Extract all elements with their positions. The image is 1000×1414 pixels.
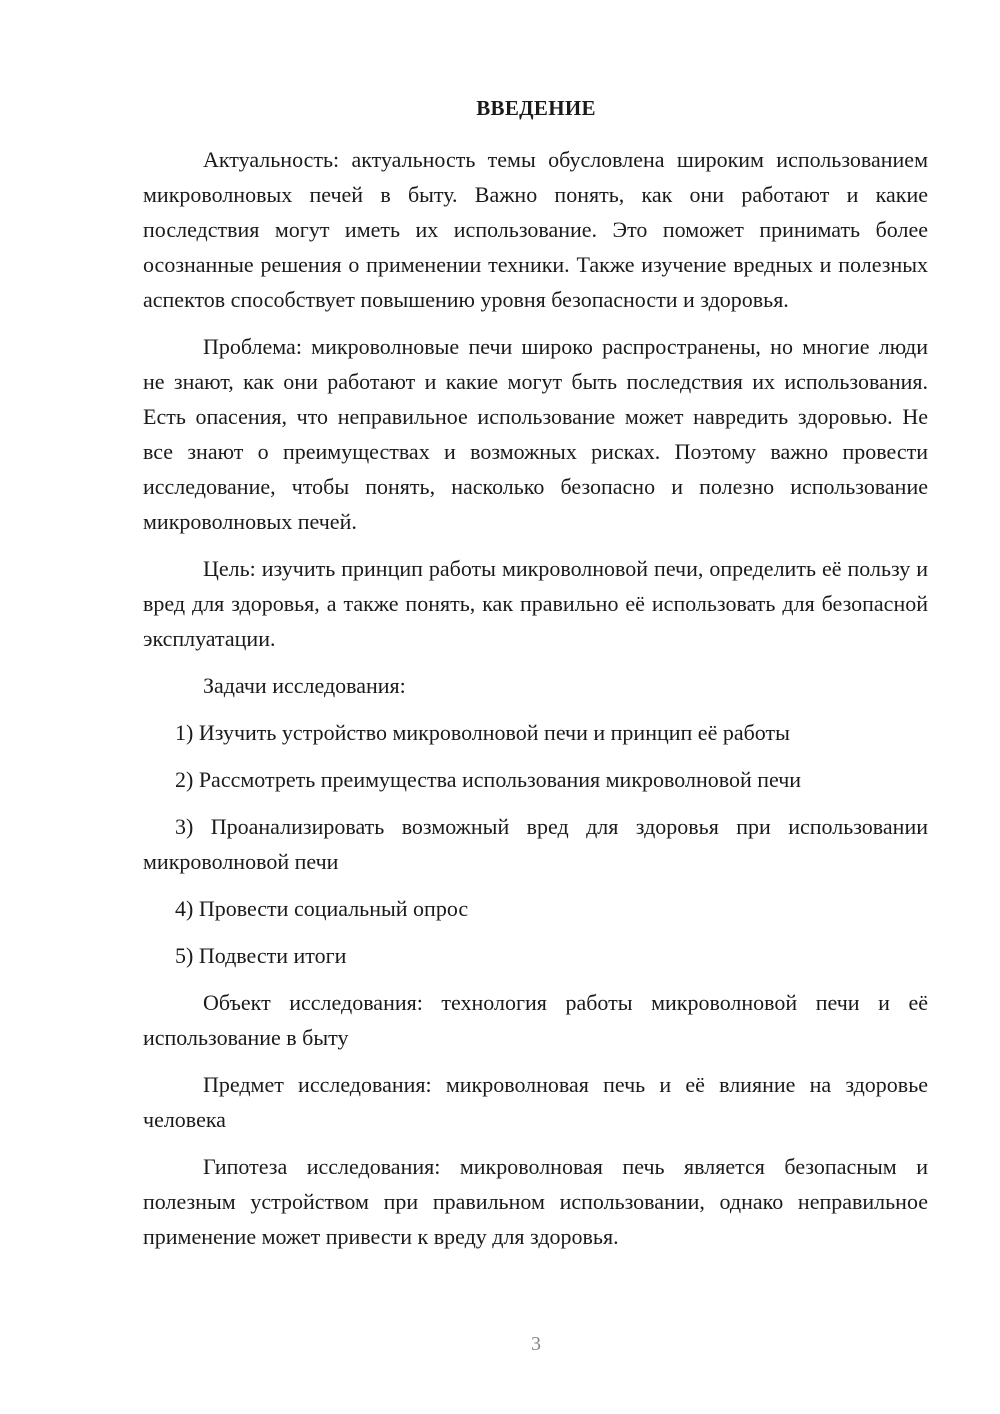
task-item: 5) Подвести итоги [175, 943, 347, 968]
document-body [143, 142, 928, 1266]
goal-paragraph: Цель: изучить принцип работы микроволновой печи, определить её пользу и вред для здоровья, а также понять, как правильно её использовать для безопасной эксплуатации. [143, 556, 928, 651]
problem-paragraph: Проблема: микроволновые печи широко распространены, но многие люди не знают, как они работают и какие могут быть последствия их использования. Есть опасения, что неправильное использование может навредить здоровью. Не все знают о преимуществах и возможных рисках. Поэтому важно провести исследование, чтобы понять, насколько безопасно и полезно использование микроволновых печей. [143, 334, 928, 534]
hypothesis-paragraph: Гипотеза исследования: микроволновая печь является безопасным и полезным устройством при правильном использовании, однако неправильное применение может привести к вреду для здоровья. [143, 1154, 928, 1249]
tasks-heading: Задачи исследования: [203, 673, 406, 698]
page-number: 3 [531, 1333, 541, 1355]
object-paragraph: Объект исследования: технология работы микроволновой печи и её использование в быту [143, 990, 928, 1050]
task-item: 3) Проанализировать возможный вред для здоровья при использовании микроволновой печи [143, 814, 928, 874]
subject-paragraph: Предмет исследования: микроволновая печь и её влияние на здоровье человека [143, 1072, 928, 1132]
page-title: ВВЕДЕНИЕ [476, 96, 596, 120]
task-item: 2) Рассмотреть преимущества использования микроволновой печи [175, 767, 802, 792]
task-item: 4) Провести социальный опрос [175, 896, 469, 921]
relevance-paragraph: Актуальность: актуальность темы обусловлена широким использованием микроволновых печей в быту. Важно понять, как они работают и какие последствия могут иметь их использование. Это поможет принимать более осознанные решения о применении техники. Также изучение вредных и полезных аспектов способствует повышению уровня безопасности и здоровья. [143, 147, 928, 312]
task-item: 1) Изучить устройство микроволновой печи и принцип её работы [175, 720, 790, 745]
